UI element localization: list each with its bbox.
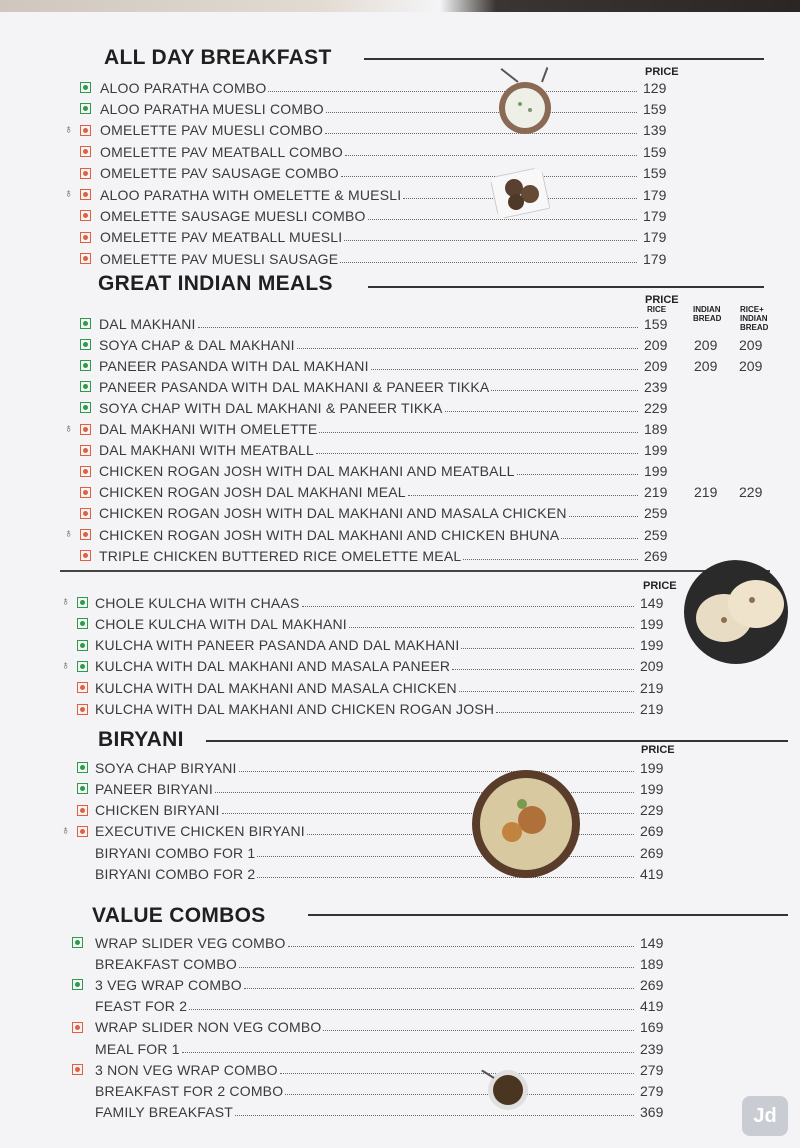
menu-item-name: PANEER PASANDA WITH DAL MAKHANI [99, 357, 369, 374]
menu-item-price: 269 [640, 823, 664, 840]
menu-item-name: DAL MAKHANI WITH OMELETTE [99, 421, 318, 437]
menu-item-name: BIRYANI COMBO FOR 1 [95, 844, 256, 861]
award-badge-icon: ♁ [64, 186, 73, 200]
dot-leader [319, 423, 638, 433]
menu-item-price: 149 [640, 594, 664, 611]
nonveg-mark-icon [80, 487, 91, 498]
menu-item[interactable] [95, 677, 636, 698]
menu-item-price: 199 [644, 463, 668, 480]
menu-item-price: 269 [640, 976, 664, 993]
menu-item-price: 419 [640, 998, 664, 1015]
col-bread-header: INDIAN BREAD [693, 305, 722, 323]
dot-leader [239, 958, 634, 968]
menu-item-name: WRAP SLIDER VEG COMBO [95, 934, 286, 951]
menu-item-price: 269 [640, 844, 664, 861]
menu-item-name: KULCHA WITH DAL MAKHANI AND MASALA PANEER [95, 658, 451, 675]
menu-item-price: 219 [640, 701, 664, 717]
menu-item-name: OMELETTE PAV MUESLI COMBO [100, 122, 324, 139]
menu-item[interactable] [99, 355, 640, 376]
nonveg-mark-icon [80, 253, 91, 264]
menu-item-name: KULCHA WITH DAL MAKHANI AND MASALA CHICKEN [95, 679, 457, 696]
dot-leader [517, 465, 638, 475]
menu-item[interactable] [95, 592, 636, 613]
nonveg-mark-icon [80, 168, 91, 179]
menu-item-price: 269 [644, 547, 668, 564]
menu-item[interactable] [95, 1102, 636, 1123]
veg-mark-icon [77, 597, 88, 608]
price-header: PRICE [641, 744, 675, 756]
award-badge-icon: ♁ [64, 420, 73, 435]
menu-item-name: SOYA CHAP WITH DAL MAKHANI & PANEER TIKKA [99, 399, 443, 416]
menu-item-name: CHICKEN BIRYANI [95, 802, 220, 819]
award-badge-icon: ♁ [61, 594, 70, 608]
section-rule [206, 740, 788, 742]
menu-item-price: 159 [643, 143, 667, 160]
menu-item-name: CHICKEN ROGAN JOSH DAL MAKHANI MEAL [99, 484, 406, 501]
menu-item-name: FAMILY BREAKFAST [95, 1104, 234, 1121]
menu-item-price: 199 [640, 759, 664, 776]
menu-item-name: OMELETTE PAV MEATBALL MUESLI [100, 229, 343, 246]
section-title-biryani: BIRYANI [98, 728, 184, 751]
menu-item-name: OMELETTE PAV SAUSAGE COMBO [100, 165, 339, 182]
menu-item-price: 149 [640, 934, 664, 951]
menu-item-price-p3: 209 [739, 357, 763, 374]
menu-item[interactable] [100, 227, 639, 248]
nonveg-mark-icon [80, 508, 91, 519]
menu-item[interactable] [95, 1080, 636, 1101]
kulcha-plate-image [676, 560, 792, 670]
top-photo-strip [0, 0, 800, 12]
nonveg-mark-icon [77, 826, 88, 837]
dot-leader [349, 618, 634, 628]
veg-mark-icon [77, 640, 88, 651]
menu-item-price: 279 [640, 1082, 664, 1099]
award-badge-icon: ♁ [61, 657, 70, 672]
nonveg-mark-icon [80, 529, 91, 540]
menu-item-name: 3 VEG WRAP COMBO [95, 976, 242, 993]
dot-leader [182, 1043, 634, 1053]
menu-item-price: 209 [644, 357, 668, 374]
menu-item-name: CHICKEN ROGAN JOSH WITH DAL MAKHANI AND CHICKEN BHUNA [99, 526, 560, 543]
section-rule [364, 58, 764, 60]
menu-item-price: 159 [643, 100, 667, 117]
menu-item[interactable] [100, 163, 639, 184]
menu-item-name: OMELETTE PAV MUESLI SAUSAGE [100, 250, 339, 267]
menu-item[interactable] [99, 440, 640, 461]
section-rule [308, 914, 788, 916]
dot-leader [280, 1064, 634, 1074]
dot-leader [326, 103, 637, 113]
menu-item-price: 239 [644, 378, 668, 395]
dot-leader [445, 402, 638, 412]
award-badge-icon: ♁ [64, 121, 73, 136]
menu-item-name: CHICKEN ROGAN JOSH WITH DAL MAKHANI AND MEATBALL [99, 463, 515, 480]
menu-item[interactable] [100, 248, 639, 269]
menu-item-price: 209 [644, 336, 668, 353]
nonveg-mark-icon [72, 1064, 83, 1075]
price-header: PRICE [645, 294, 679, 306]
menu-item[interactable] [100, 184, 639, 205]
meatball-plate-image [488, 166, 554, 222]
nonveg-mark-icon [77, 704, 88, 715]
menu-item-price: 199 [640, 780, 664, 797]
raita-bowl-image [490, 58, 560, 138]
dot-leader [316, 444, 638, 454]
menu-item-name: CHOLE KULCHA WITH DAL MAKHANI [95, 615, 347, 632]
menu-item-name: WRAP SLIDER NON VEG COMBO [95, 1019, 322, 1036]
dot-leader [257, 868, 634, 878]
menu-item-name: BREAKFAST FOR 2 COMBO [95, 1082, 284, 1099]
menu-item-name: MEAL FOR 1 [95, 1040, 180, 1057]
menu-item[interactable] [100, 205, 639, 226]
menu-item-price: 239 [640, 1040, 664, 1057]
menu-item[interactable] [95, 699, 636, 720]
dot-leader [344, 231, 637, 241]
section-title-meals: GREAT INDIAN MEALS [98, 272, 333, 295]
menu-item-name: CHOLE KULCHA WITH CHAAS [95, 594, 300, 611]
menu-item[interactable] [100, 141, 639, 162]
section-rule [368, 286, 764, 288]
dot-leader [371, 360, 638, 370]
menu-item-name: KULCHA WITH DAL MAKHANI AND CHICKEN ROGAN JOSH [95, 701, 495, 717]
menu-item-price: 179 [643, 207, 667, 224]
veg-mark-icon [77, 762, 88, 773]
menu-item[interactable] [100, 120, 639, 141]
menu-item-price-p3: 209 [739, 336, 763, 353]
nonveg-mark-icon [80, 125, 91, 136]
menu-item[interactable] [99, 397, 640, 418]
menu-item-name: DAL MAKHANI [99, 315, 196, 332]
menu-item-name: CHICKEN ROGAN JOSH WITH DAL MAKHANI AND MASALA CHICKEN [99, 505, 567, 522]
menu-item-price: 369 [640, 1104, 664, 1121]
dot-leader [459, 682, 634, 692]
menu-item-price: 189 [640, 955, 664, 972]
menu-item-price: 219 [644, 484, 668, 501]
veg-mark-icon [80, 82, 91, 93]
dot-leader [345, 146, 637, 156]
veg-mark-icon [80, 103, 91, 114]
dot-leader [496, 703, 634, 713]
nonveg-mark-icon [80, 466, 91, 477]
nonveg-mark-icon [80, 146, 91, 157]
menu-item-price: 199 [640, 637, 664, 654]
dot-leader [198, 318, 638, 328]
dot-leader [325, 124, 637, 134]
veg-mark-icon [80, 318, 91, 329]
menu-item-price: 209 [640, 658, 664, 675]
menu-item-name: ALOO PARATHA WITH OMELETTE & MUESLI [100, 186, 402, 203]
dot-leader [561, 529, 638, 539]
veg-mark-icon [72, 937, 83, 948]
menu-item-price-p2: 209 [694, 357, 718, 374]
menu-item[interactable] [95, 953, 636, 974]
veg-mark-icon [77, 783, 88, 794]
menu-item[interactable] [99, 503, 640, 524]
dot-leader [461, 639, 634, 649]
menu-item[interactable] [95, 1059, 636, 1080]
nonveg-mark-icon [80, 550, 91, 561]
nonveg-mark-icon [80, 445, 91, 456]
dot-leader [463, 550, 638, 560]
section-title-breakfast: ALL DAY BREAKFAST [104, 46, 332, 69]
menu-item-price: 259 [644, 505, 668, 522]
menu-item[interactable] [99, 419, 640, 440]
dot-leader [297, 339, 638, 349]
dot-leader [288, 937, 634, 947]
menu-item-price: 179 [643, 229, 667, 246]
menu-item-price: 229 [644, 399, 668, 416]
menu-item-name: PANEER BIRYANI [95, 780, 213, 797]
veg-mark-icon [77, 661, 88, 672]
award-badge-icon: ♁ [61, 822, 70, 837]
menu-item-name: OMELETTE PAV MEATBALL COMBO [100, 143, 343, 160]
nonveg-mark-icon [77, 682, 88, 693]
menu-item[interactable] [99, 524, 640, 545]
veg-mark-icon [80, 381, 91, 392]
award-badge-icon: ♁ [64, 526, 73, 540]
menu-item[interactable] [95, 635, 636, 656]
dot-leader [569, 507, 638, 517]
menu-item[interactable] [99, 334, 640, 355]
dot-leader [302, 597, 634, 607]
menu-item-name: BREAKFAST COMBO [95, 955, 237, 972]
menu-item-name: BIRYANI COMBO FOR 2 [95, 866, 256, 882]
nonveg-mark-icon [80, 210, 91, 221]
menu-item[interactable] [99, 482, 640, 503]
menu-item-name: DAL MAKHANI WITH MEATBALL [99, 442, 315, 459]
nonveg-mark-icon [77, 805, 88, 816]
menu-item-name: PANEER PASANDA WITH DAL MAKHANI & PANEER TIKKA [99, 378, 490, 395]
menu-item[interactable] [99, 376, 640, 397]
menu-item-price: 129 [643, 79, 667, 96]
menu-item[interactable] [95, 1017, 636, 1038]
menu-item-name: EXECUTIVE CHICKEN BIRYANI [95, 823, 305, 840]
menu-item-name: ALOO PARATHA COMBO [100, 79, 267, 96]
menu-item-price: 189 [644, 421, 668, 437]
menu-item-price: 259 [644, 526, 668, 543]
menu-item-name: KULCHA WITH PANEER PASANDA AND DAL MAKHANI [95, 637, 460, 654]
price-header: PRICE [643, 580, 677, 592]
dot-leader [491, 381, 638, 391]
menu-item-price: 229 [640, 802, 664, 819]
veg-mark-icon [80, 402, 91, 413]
veg-mark-icon [77, 618, 88, 629]
veg-mark-icon [72, 979, 83, 990]
nonveg-mark-icon [72, 1022, 83, 1033]
dot-leader [341, 167, 637, 177]
menu-item[interactable] [95, 613, 636, 634]
watermark-logo: Jd [742, 1096, 788, 1136]
price-header: PRICE [645, 66, 679, 78]
menu-item-price: 279 [640, 1061, 664, 1078]
menu-item-price-p3: 229 [739, 484, 763, 501]
menu-item[interactable] [95, 932, 636, 953]
menu-item-name: ALOO PARATHA MUESLI COMBO [100, 100, 324, 117]
menu-item[interactable] [95, 996, 636, 1017]
menu-item-price-p2: 219 [694, 484, 718, 501]
dot-leader [189, 1000, 634, 1010]
menu-item-price: 159 [643, 165, 667, 182]
menu-item-price: 419 [640, 866, 664, 882]
menu-item[interactable] [99, 461, 640, 482]
menu-item-price-p2: 209 [694, 336, 718, 353]
menu-item-name: SOYA CHAP BIRYANI [95, 759, 237, 776]
nonveg-mark-icon [80, 232, 91, 243]
section-title-combos: VALUE COMBOS [92, 904, 266, 927]
menu-item-name: TRIPLE CHICKEN BUTTERED RICE OMELETTE MEAL [99, 547, 462, 564]
menu-item-name: OMELETTE SAUSAGE MUESLI COMBO [100, 207, 366, 224]
dot-leader [235, 1106, 634, 1116]
menu-item-name: FEAST FOR 2 [95, 998, 188, 1015]
menu-item-price: 199 [640, 615, 664, 632]
menu-item-price: 219 [640, 679, 664, 696]
dot-leader [323, 1021, 634, 1031]
menu-item-name: 3 NON VEG WRAP COMBO [95, 1061, 278, 1078]
curry-bowl-image [474, 1060, 544, 1116]
dot-leader [244, 979, 634, 989]
menu-item[interactable] [99, 545, 640, 566]
veg-mark-icon [80, 339, 91, 350]
menu-item-name: SOYA CHAP & DAL MAKHANI [99, 336, 295, 353]
nonveg-mark-icon [80, 189, 91, 200]
dot-leader [408, 486, 638, 496]
menu-item[interactable] [95, 974, 636, 995]
dot-leader [239, 762, 634, 772]
menu-item[interactable] [95, 1038, 636, 1059]
veg-mark-icon [80, 360, 91, 371]
dot-leader [340, 253, 637, 263]
menu-item-price: 169 [640, 1019, 664, 1036]
section-divider [60, 570, 770, 572]
col-rice-header: RICE [647, 305, 667, 314]
menu-item-price: 159 [644, 315, 668, 332]
menu-item[interactable] [99, 313, 640, 334]
dot-leader [452, 660, 634, 670]
menu-item[interactable] [95, 656, 636, 677]
menu-item-price: 179 [643, 186, 667, 203]
dot-leader [268, 82, 637, 92]
menu-item-price: 199 [644, 442, 668, 459]
nonveg-mark-icon [80, 424, 91, 435]
menu-item-price: 139 [643, 122, 667, 139]
biryani-pot-image [466, 766, 586, 882]
col-both-header: RICE+ INDIAN BREAD [740, 305, 769, 332]
menu-item-price: 179 [643, 250, 667, 267]
dot-leader [285, 1085, 634, 1095]
